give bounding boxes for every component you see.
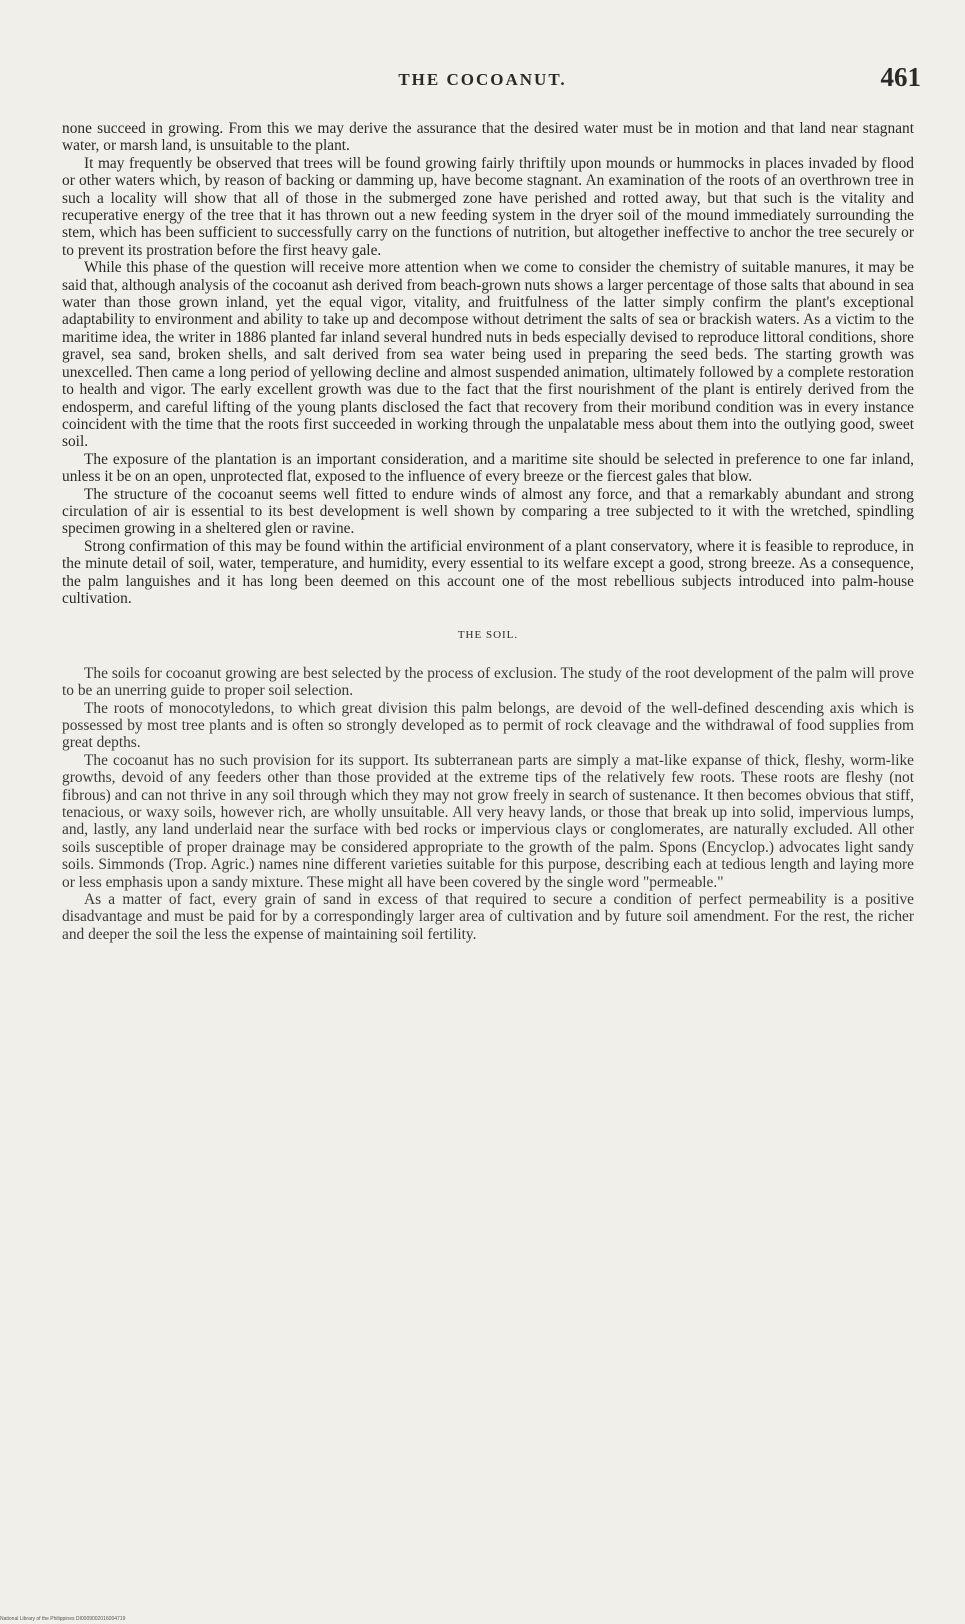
paragraph: The cocoanut has no such provision for its support. Its subterranean parts are simply a mat-like expanse of thick, fleshy, worm-like growths, devoid of any feeders other than those provided at the extreme tips of the relatively few roots. These roots are fleshy (not fibrous) and can not thrive in any soil through which they may not grow freely in search of sustenance. It then becomes obvious that stiff, tenacious, or waxy soils, however rich, are wholly unsuitable. All very heavy lands, or those that break up into solid, impervious lumps, and, lastly, any land underlaid near the surface with bed rocks or impervious clays or conglomerates, are naturally excluded. All other soils susceptible of proper drainage may be considered appropriate to the growth of the palm. Spons (Encyclop.) advocates light sandy soils. Simmonds (Trop. Agric.) names nine different varieties suitable for this purpose, describing each at tedious length and laying more or less emphasis upon a sandy mixture. These might all have been covered by the single word "permeable." <box>62 751 914 891</box>
running-title: THE COCOANUT. <box>398 70 567 89</box>
paragraph: none succeed in growing. From this we may derive the assurance that the desired water must be in motion and that land near stagnant water, or marsh land, is unsuitable to the plant. <box>62 120 914 155</box>
soil-section <box>62 665 914 944</box>
paragraph: The structure of the cocoanut seems well fitted to endure winds of almost any force, and that a remarkably abundant and strong circulation of air is essential to its best development is well shown by comparing a tree subjected to it with the wretched, spindling specimen growing in a sheltered glen or ravine. <box>62 485 914 538</box>
paragraph: The exposure of the plantation is an important consideration, and a maritime site should be selected in preference to one far inland, unless it be on an open, unprotected flat, exposed to the influence of every breeze or the fiercest gales that blow. <box>62 450 914 486</box>
digitization-note: National Library of the Philippines DI0009002016004719 <box>0 1616 126 1622</box>
body-text <box>62 120 914 943</box>
paragraph: The soils for cocoanut growing are best selected by the process of exclusion. The study of the root development of the palm will prove to be an unerring guide to proper soil selection. <box>62 664 914 700</box>
paragraph: Strong confirmation of this may be found within the artificial environment of a plant conservatory, where it is feasible to reproduce, in the minute detail of soil, water, temperature, and humidity, every essential to its welfare except a good, strong breeze. As a consequence, the palm languishes and it has long been deemed on this account one of the most rebellious subjects introduced into palm-house cultivation. <box>62 537 914 607</box>
page-number: 461 <box>880 62 921 92</box>
page-header <box>0 62 965 98</box>
paragraph: The roots of monocotyledons, to which great division this palm belongs, are devoid of the well-defined descending axis which is possessed by most tree plants and is often so strongly developed as to permit of rock cleavage and the withdrawal of food supplies from great depths. <box>62 699 914 752</box>
paragraph: It may frequently be observed that trees will be found growing fairly thriftily upon mounds or hummocks in places invaded by flood or other waters which, by reason of backing or damming up, have become stagnant. An examination of the roots of an overthrown tree in such a locality will show that all of those in the submerged zone have perished and rotted away, but that such is the vitality and recuperative energy of the tree that it has thrown out a new feeding system in the dryer soil of the mound immediately surrounding the stem, which has been sufficient to successfully carry on the functions of nutrition, but altogether ineffective to anchor the tree securely or to prevent its prostration before the first heavy gale. <box>62 154 914 259</box>
section-heading: THE SOIL. <box>457 629 519 642</box>
paragraph: While this phase of the question will receive more attention when we come to consider the chemistry of suitable manures, it may be said that, although analysis of the cocoanut ash derived from beach-grown nuts shows a larger percentage of those salts that abound in sea water than those grown inland, yet the equal vigor, vitality, and fruitfulness of the latter simply confirm the plant's exceptional adaptability to environment and ability to take up and decompose without detriment the salts of sea or brackish waters. As a victim to the maritime idea, the writer in 1886 planted far inland several hundred nuts in beds especially devised to reproduce littoral conditions, shore gravel, sea sand, broken shells, and salt derived from sea water being used in preparing the seed beds. The starting growth was unexcelled. Then came a long period of yellowing decline and almost suspended animation, ultimately followed by a complete restoration to health and vigor. The early excellent growth was due to the fact that the first nourishment of the plant is entirely derived from the endosperm, and careful lifting of the young plants disclosed the fact that recovery from their moribund condition was in every instance coincident with the time that the roots first succeeded in working through the unpalatable mess about them into the outlying good, sweet soil. <box>62 259 914 451</box>
paragraph: As a matter of fact, every grain of sand in excess of that required to secure a condition of perfect permeability is a positive disadvantage and must be paid for by a correspondingly larger area of cultivation and by future soil amendment. For the rest, the richer and deeper the soil the less the expense of maintaining soil fertility. <box>62 891 914 943</box>
